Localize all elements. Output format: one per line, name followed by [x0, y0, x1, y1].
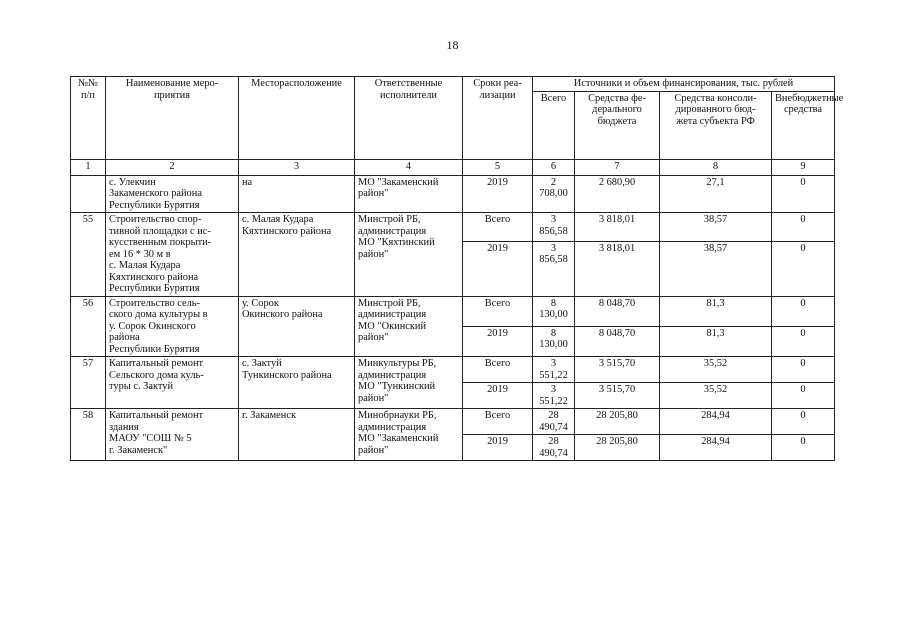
row-location: на — [239, 175, 355, 213]
row-term: Всего — [463, 296, 533, 326]
row-term: Всего — [463, 213, 533, 242]
header-federal: Средства фе- дерального бюджета — [575, 91, 660, 159]
row-total: 3 856,58 — [533, 213, 575, 242]
row-federal: 3 818,01 — [575, 213, 660, 242]
row-consolidated: 38,57 — [660, 241, 772, 296]
row-extra: 0 — [772, 296, 835, 326]
row-extra: 0 — [772, 409, 835, 435]
row-extra: 0 — [772, 383, 835, 409]
header-consolidated: Средства консоли- дированного бюд- жета субъекта РФ — [660, 91, 772, 159]
table-row — [71, 213, 835, 242]
row-term: 2019 — [463, 241, 533, 296]
row-location: г. Закаменск — [239, 409, 355, 461]
row-term: 2019 — [463, 435, 533, 461]
row-number: 56 — [71, 296, 106, 357]
row-number: 55 — [71, 213, 106, 297]
row-total: 28 490,74 — [533, 409, 575, 435]
table-row — [71, 357, 835, 383]
table-row — [71, 409, 835, 435]
header-funding: Источники и объем финансирования, тыс. рублей — [533, 77, 835, 92]
row-federal: 8 048,70 — [575, 296, 660, 326]
header-executors: Ответственные исполнители — [355, 77, 463, 160]
row-extra: 0 — [772, 213, 835, 242]
row-extra: 0 — [772, 357, 835, 383]
row-consolidated: 284,94 — [660, 435, 772, 461]
header-terms: Сроки реа- лизации — [463, 77, 533, 160]
row-extra: 0 — [772, 435, 835, 461]
row-extra: 0 — [772, 241, 835, 296]
row-total: 2 708,00 — [533, 175, 575, 213]
row-extra: 0 — [772, 326, 835, 356]
row-term: 2019 — [463, 326, 533, 356]
row-number: 58 — [71, 409, 106, 461]
row-location: с. Зактуй Тункинского района — [239, 357, 355, 409]
column-number: 1 — [71, 159, 106, 175]
column-number: 5 — [463, 159, 533, 175]
row-total: 3 551,22 — [533, 383, 575, 409]
row-extra: 0 — [772, 175, 835, 213]
row-consolidated: 81,3 — [660, 326, 772, 356]
row-location: с. Малая Кудара Кяхтинского района — [239, 213, 355, 297]
row-term: 2019 — [463, 383, 533, 409]
row-federal: 3 515,70 — [575, 383, 660, 409]
header-name: Наименование меро- приятия — [106, 77, 239, 160]
row-total: 28 490,74 — [533, 435, 575, 461]
row-total: 3 551,22 — [533, 357, 575, 383]
row-total: 8 130,00 — [533, 296, 575, 326]
row-federal: 28 205,80 — [575, 435, 660, 461]
row-executors: Минстрой РБ, администрация МО "Кяхтинский район" — [355, 213, 463, 297]
row-total: 3 856,58 — [533, 241, 575, 296]
row-executors: Минобрнауки РБ, администрация МО "Закаменский район" — [355, 409, 463, 461]
column-number: 2 — [106, 159, 239, 175]
row-consolidated: 35,52 — [660, 383, 772, 409]
row-federal: 3 818,01 — [575, 241, 660, 296]
row-name: Строительство спор- тивной площадки с ис- кусственным покрыти- ем 16 * 30 м в с. Малая Кудара Кяхтинского района Республики Бурятия — [106, 213, 239, 297]
column-number: 6 — [533, 159, 575, 175]
row-federal: 3 515,70 — [575, 357, 660, 383]
row-total: 8 130,00 — [533, 326, 575, 356]
table-row — [71, 296, 835, 326]
row-executors: Минстрой РБ, администрация МО "Окинский район" — [355, 296, 463, 357]
row-consolidated: 35,52 — [660, 357, 772, 383]
row-number — [71, 175, 106, 213]
header-no: №№ п/п — [71, 77, 106, 160]
header-row-top — [71, 77, 835, 92]
row-name: с. Улекчин Закаменского района Республики Бурятия — [106, 175, 239, 213]
row-consolidated: 81,3 — [660, 296, 772, 326]
column-number: 3 — [239, 159, 355, 175]
row-consolidated: 38,57 — [660, 213, 772, 242]
row-federal: 28 205,80 — [575, 409, 660, 435]
column-number: 7 — [575, 159, 660, 175]
column-number: 9 — [772, 159, 835, 175]
header-location: Месторасположение — [239, 77, 355, 160]
row-executors: МО "Закаменский район" — [355, 175, 463, 213]
row-number: 57 — [71, 357, 106, 409]
column-number: 4 — [355, 159, 463, 175]
row-term: Всего — [463, 409, 533, 435]
row-consolidated: 27,1 — [660, 175, 772, 213]
header-extra: Внебюджетные средства — [772, 91, 835, 159]
column-number: 8 — [660, 159, 772, 175]
page-number: 18 — [446, 38, 459, 52]
column-number-row — [71, 159, 835, 175]
funding-table — [70, 76, 844, 461]
header-total: Всего — [533, 91, 575, 159]
row-federal: 2 680,90 — [575, 175, 660, 213]
row-term: Всего — [463, 357, 533, 383]
row-federal: 8 048,70 — [575, 326, 660, 356]
row-name: Строительство сель- ского дома культуры в у. Сорок Окинского района Республики Бурятия — [106, 296, 239, 357]
row-name: Капитальный ремонт Сельского дома куль- туры с. Зактуй — [106, 357, 239, 409]
row-location: у. Сорок Окинского района — [239, 296, 355, 357]
table-row — [71, 175, 835, 213]
row-executors: Минкультуры РБ, администрация МО "Тункинский район" — [355, 357, 463, 409]
row-term: 2019 — [463, 175, 533, 213]
row-consolidated: 284,94 — [660, 409, 772, 435]
row-name: Капитальный ремонт здания МАОУ "СОШ № 5 г. Закаменск" — [106, 409, 239, 461]
